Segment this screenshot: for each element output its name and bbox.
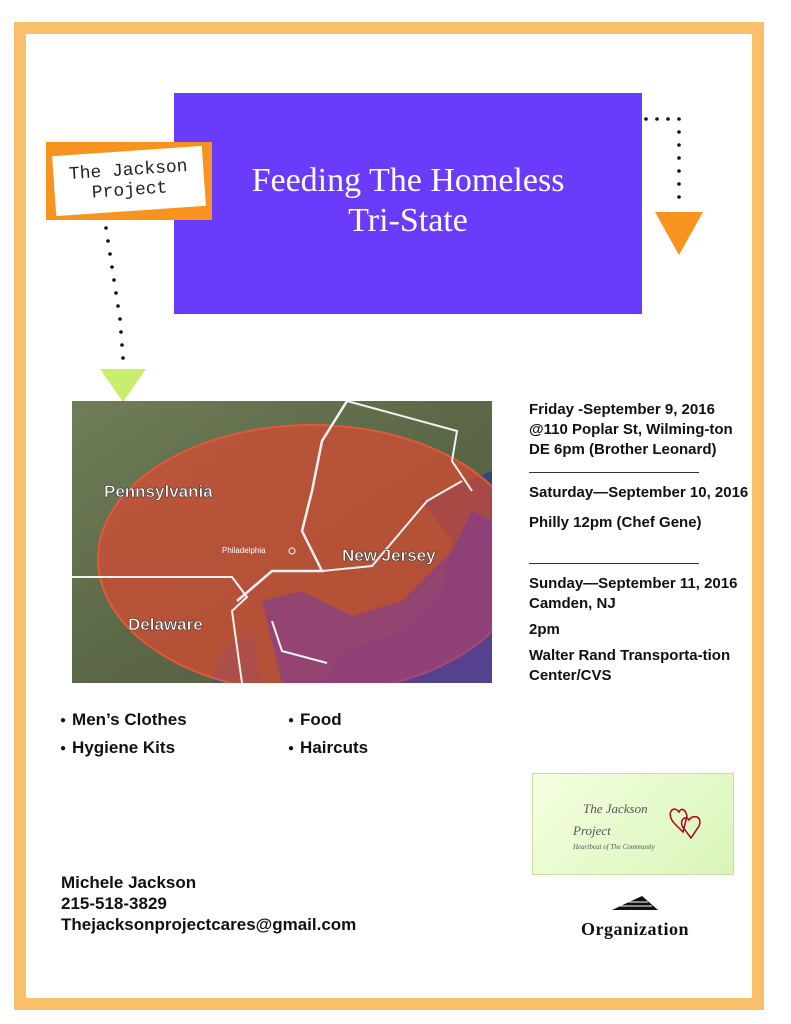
title-banner xyxy=(174,93,642,314)
list-item xyxy=(60,710,187,730)
contact-name: Michele Jackson xyxy=(61,873,197,892)
bullet-icon: ● xyxy=(288,715,295,726)
map-label-pennsylvania: Pennsylvania xyxy=(104,482,213,501)
divider xyxy=(529,563,699,564)
map-label-new-jersey: New Jersey xyxy=(342,546,436,565)
title-line-1: Feeding The Homeless xyxy=(251,162,565,199)
map-label-delaware: Delaware xyxy=(128,615,203,634)
divider xyxy=(529,472,699,473)
item-label: Hygiene Kits xyxy=(72,738,176,757)
item-label: Food xyxy=(300,710,342,729)
badge-text xyxy=(573,798,655,852)
event-schedule xyxy=(529,400,749,686)
bullet-icon: ● xyxy=(60,715,67,726)
event-sunday-location: Walter Rand Transporta-tion Center/CVS xyxy=(529,647,731,684)
badge-line-2: Project xyxy=(573,823,611,838)
down-arrow-green-icon xyxy=(100,369,146,402)
logo-badge xyxy=(46,142,212,220)
down-arrow-orange-icon xyxy=(655,212,703,255)
map-label-philadelphia: Philadelphia xyxy=(222,546,266,555)
list-item xyxy=(60,738,175,758)
logo-label xyxy=(52,146,206,216)
organization-label: Organization xyxy=(581,919,689,939)
contact-phone: 215-518-3829 xyxy=(61,894,167,913)
organization-logo-icon xyxy=(612,896,658,910)
event-saturday-date: Saturday—September 10, 2016 xyxy=(529,484,749,501)
logo-line-2: Project xyxy=(91,178,169,204)
event-sunday-time: 2pm xyxy=(529,621,560,638)
event-saturday-detail: Philly 12pm (Chef Gene) xyxy=(529,514,702,531)
item-label: Haircuts xyxy=(300,738,369,757)
bullet-icon: ● xyxy=(60,743,67,754)
contact-email[interactable]: Thejacksonprojectcares@gmail.com xyxy=(61,915,357,934)
region-map xyxy=(72,401,492,683)
map-graphic xyxy=(72,401,492,683)
page-title xyxy=(174,161,642,241)
event-friday: Friday -September 9, 2016 @110 Poplar St, Wilming-ton DE 6pm (Brother Leonard) xyxy=(529,401,733,458)
event-sunday-date: Sunday—September 11, 2016 Camden, NJ xyxy=(529,575,738,612)
contact-info xyxy=(61,872,356,935)
badge-line-1: The Jackson xyxy=(583,801,648,816)
item-label: Men’s Clothes xyxy=(72,710,187,729)
list-item xyxy=(288,738,368,758)
logo-line-1: The Jackson xyxy=(68,156,189,186)
bullet-icon: ● xyxy=(288,743,295,754)
hearts-icon xyxy=(669,804,705,844)
project-logo-card xyxy=(532,773,734,875)
title-line-2: Tri-State xyxy=(348,202,468,239)
badge-tagline: Heartbeat of The Community xyxy=(573,843,655,851)
list-item xyxy=(288,710,342,730)
organization-mark xyxy=(560,896,710,940)
